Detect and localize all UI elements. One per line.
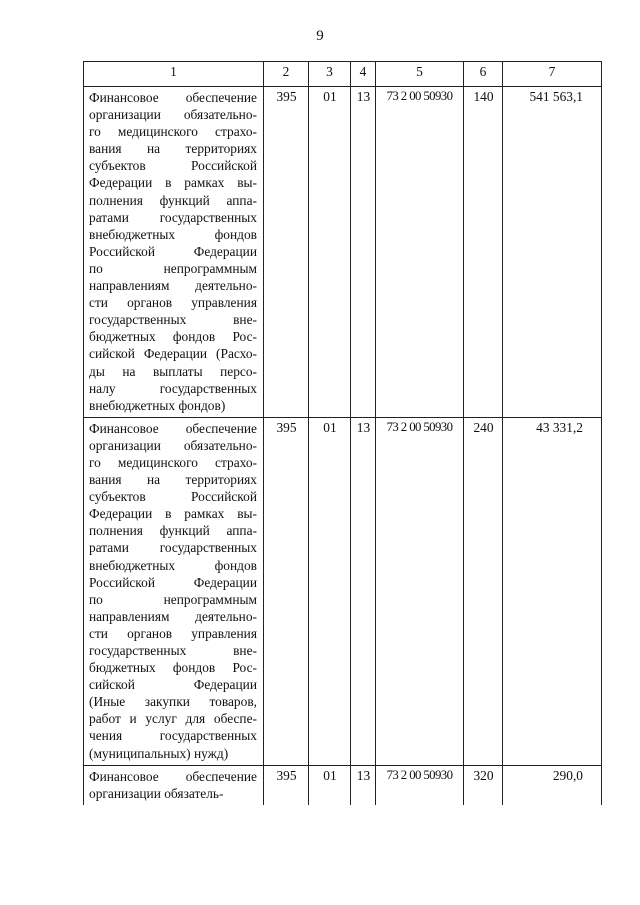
description-line: (Иные закупки товаров, — [89, 694, 257, 710]
ministry-code: 395 — [264, 87, 309, 418]
description-line: государственных вне- — [89, 312, 257, 328]
description-line: налу государственных — [89, 380, 257, 396]
description-line: бюджетных фондов Рос- — [89, 660, 257, 676]
description-line: субъектов Российской — [89, 489, 257, 505]
budget-table — [83, 61, 602, 805]
description-line: организации обязательно- — [89, 107, 257, 123]
description-line: организации обязатель- — [89, 785, 224, 801]
column-header: 1 — [84, 62, 264, 87]
table-row — [84, 417, 602, 765]
target-article-code: 73 2 00 50930 — [376, 87, 464, 418]
description-line: Финансовое обеспечение — [89, 90, 257, 105]
description-line: Финансовое обеспечение — [89, 768, 257, 784]
table-row — [84, 765, 602, 805]
description-line: го медицинского страхо- — [89, 454, 257, 470]
row-description — [84, 417, 264, 765]
column-header: 2 — [264, 62, 309, 87]
section-code: 01 — [309, 417, 351, 765]
target-article-code: 73 2 00 50930 — [376, 765, 464, 805]
column-header: 6 — [464, 62, 503, 87]
description-line: сти органов управления — [89, 625, 257, 641]
ministry-code: 395 — [264, 417, 309, 765]
description-line: внебюджетных фондов) — [89, 397, 226, 413]
description-line: Федерации в рамках вы- — [89, 175, 257, 191]
page-number: 9 — [316, 28, 324, 44]
description-line: государственных вне- — [89, 643, 257, 658]
amount-value: 43 331,2 — [503, 417, 602, 765]
description-line: (муниципальных) нужд) — [89, 745, 229, 761]
expense-type-code: 140 — [464, 87, 503, 418]
description-line: внебюджетных фондов — [89, 226, 257, 242]
description-line: Федерации в рамках вы- — [89, 506, 257, 522]
description-line: направлениям деятельно- — [89, 278, 257, 294]
description-line: сийской Федерации (Расхо- — [89, 346, 257, 362]
ministry-code: 395 — [264, 765, 309, 805]
table-row — [84, 87, 602, 418]
description-line: вания на территориях — [89, 141, 257, 157]
subsection-code: 13 — [351, 417, 376, 765]
description-line: го медицинского страхо- — [89, 124, 257, 140]
expense-type-code: 240 — [464, 417, 503, 765]
description-line: направлениям деятельно- — [89, 608, 257, 624]
description-line: субъектов Российской — [89, 158, 257, 174]
subsection-code: 13 — [351, 765, 376, 805]
description-line: работ и услуг для обеспе- — [89, 711, 257, 727]
column-header: 4 — [351, 62, 376, 87]
column-number-row — [84, 62, 602, 87]
description-line: Российской Федерации — [89, 574, 257, 590]
column-header: 3 — [309, 62, 351, 87]
section-code: 01 — [309, 87, 351, 418]
description-line: полнения функций аппа- — [89, 192, 257, 208]
description-line: внебюджетных фондов — [89, 557, 257, 573]
subsection-code: 13 — [351, 87, 376, 418]
column-header: 7 — [503, 62, 602, 87]
row-description — [84, 87, 264, 418]
description-line: сти органов управления — [89, 295, 257, 311]
description-line: сийской Федерации — [89, 677, 257, 693]
description-line: ратами государственных — [89, 209, 257, 225]
description-line: полнения функций аппа- — [89, 523, 257, 539]
description-line: ратами государственных — [89, 540, 257, 556]
description-line: чения государственных — [89, 728, 257, 744]
expense-type-code: 320 — [464, 765, 503, 805]
description-line: организации обязательно- — [89, 437, 257, 453]
target-article-code: 73 2 00 50930 — [376, 417, 464, 765]
description-line: вания на территориях — [89, 472, 257, 488]
description-line: ды на выплаты персо- — [89, 363, 257, 379]
amount-value: 541 563,1 — [503, 87, 602, 418]
amount-value: 290,0 — [503, 765, 602, 805]
column-header: 5 — [376, 62, 464, 87]
section-code: 01 — [309, 765, 351, 805]
table-body — [84, 87, 602, 805]
description-line: бюджетных фондов Рос- — [89, 329, 257, 345]
description-line: Российской Федерации — [89, 243, 257, 259]
row-description — [84, 765, 264, 805]
description-line: по непрограммным — [89, 591, 257, 607]
description-line: по непрограммным — [89, 260, 257, 276]
description-line: Финансовое обеспечение — [89, 420, 257, 436]
